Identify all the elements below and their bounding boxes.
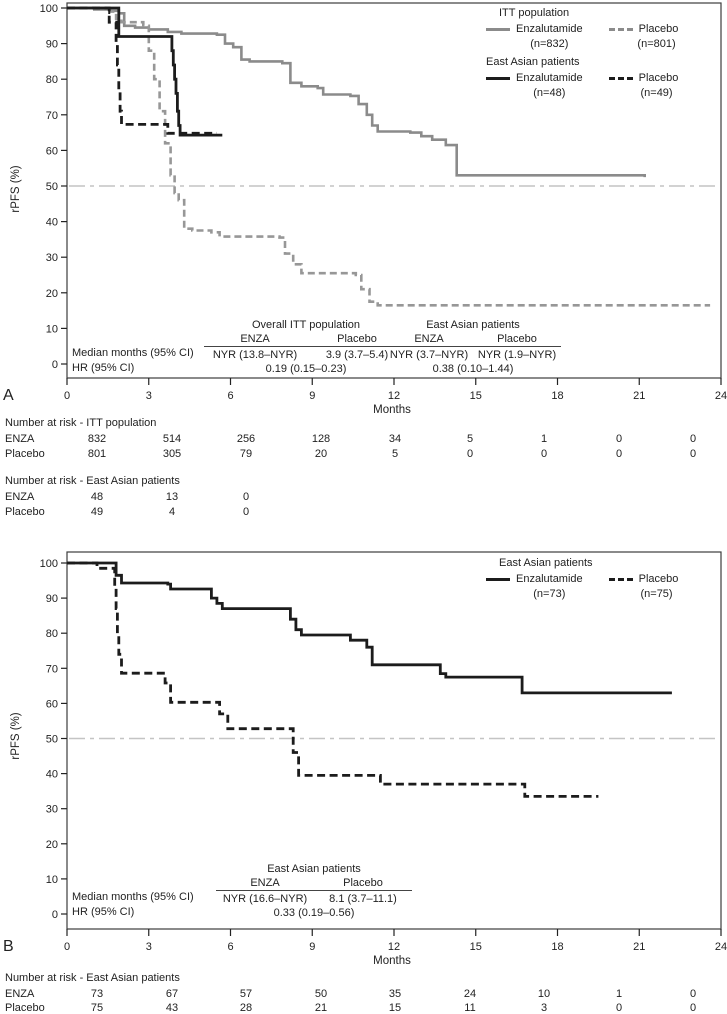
x-tick-label: 15 [469, 941, 482, 953]
risk-count: 5 [466, 433, 474, 445]
x-tick-label: 3 [145, 390, 152, 402]
risk-count: 305 [162, 448, 182, 460]
risk-count: 79 [239, 448, 253, 460]
annotation-title: East Asian patients [267, 863, 361, 875]
annotation-title: Overall ITT population [251, 319, 361, 331]
y-tick-label: 60 [45, 698, 58, 711]
risk-count: 50 [314, 988, 328, 1000]
legend-item [609, 71, 679, 101]
y-tick-label: 60 [45, 145, 58, 158]
x-tick-label: 9 [309, 390, 316, 402]
annotation-east-asian-b [216, 862, 412, 920]
x-tick-label: 15 [469, 390, 482, 402]
x-tick-label: 21 [633, 941, 646, 953]
y-tick-label: 70 [45, 109, 58, 122]
risk-count: 0 [615, 448, 623, 460]
risk-row [0, 491, 727, 505]
y-tick-label: 0 [51, 909, 58, 921]
median-row-label: Median months (95% CI) [72, 891, 194, 903]
dashed-line-swatch-icon [609, 77, 633, 80]
y-tick-label: 80 [45, 74, 58, 87]
annotation-col-header: ENZA [240, 333, 270, 345]
risk-count: 0 [689, 988, 697, 1000]
hr-row-label: HR (95% CI) [72, 906, 135, 918]
risk-row-label: ENZA [5, 433, 35, 445]
risk-count: 0 [540, 448, 548, 460]
legend-item-n: (n=832) [530, 38, 569, 50]
x-tick-label: 0 [63, 390, 71, 402]
risk-count: 57 [239, 988, 253, 1000]
x-tick-label: 18 [551, 390, 564, 402]
legend-item-label: Enzalutamide [516, 23, 583, 35]
legend-item-label: Enzalutamide [516, 573, 583, 585]
legend-item-label: Placebo [638, 573, 679, 585]
risk-count: 10 [537, 988, 551, 1000]
x-tick-label: 6 [227, 390, 234, 402]
annotation-col-header: Placebo [497, 333, 537, 345]
legend-item-label: Placebo [638, 23, 679, 35]
median-value: NYR (1.9–NYR) [477, 349, 557, 361]
y-tick-label: 40 [45, 768, 58, 781]
y-tick-label: 90 [45, 593, 58, 606]
risk-count: 24 [463, 988, 477, 1000]
risk-row-label: ENZA [5, 988, 35, 1000]
annotation-col-header: Placebo [343, 877, 383, 889]
legend-group-title: East Asian patients [486, 56, 580, 68]
annotation-itt [204, 318, 408, 376]
median-value: NYR (13.8–NYR) [212, 349, 298, 361]
y-tick-label: 20 [45, 287, 58, 300]
risk-count: 0 [466, 448, 474, 460]
risk-row-label: Placebo [5, 506, 45, 518]
risk-row-label: Placebo [5, 1002, 45, 1014]
legend-item-n: (n=801) [637, 38, 676, 50]
risk-count: 49 [90, 506, 104, 518]
x-tick-label: 12 [387, 390, 401, 402]
risk-count: 128 [311, 433, 331, 445]
annotation-title: East Asian patients [426, 319, 520, 331]
hr-value: 0.19 (0.15–0.23) [265, 363, 347, 375]
x-tick-label: 12 [387, 941, 401, 953]
x-tick-label: 9 [309, 941, 316, 953]
panel-a-y-axis-label: rPFS (%) [10, 165, 22, 213]
panel-a-letter: A [3, 387, 14, 404]
risk-table-title: Number at risk - East Asian patients [5, 972, 180, 984]
panel-b-legend [440, 556, 727, 602]
risk-row [0, 988, 727, 1002]
risk-count: 1 [540, 433, 548, 445]
risk-count: 832 [87, 433, 107, 445]
risk-count: 0 [242, 491, 250, 503]
panel-b-y-axis-label: rPFS (%) [10, 712, 22, 760]
median-value: 8.1 (3.7–11.1) [329, 893, 397, 905]
x-tick-label: 18 [551, 941, 564, 953]
risk-row [0, 448, 727, 462]
risk-count: 801 [87, 448, 107, 460]
risk-count: 0 [615, 433, 623, 445]
median-value: NYR (16.6–NYR) [222, 893, 308, 905]
risk-row-label: Placebo [5, 448, 45, 460]
y-tick-label: 50 [45, 733, 58, 746]
panel-b-x-axis-label: Months [373, 955, 411, 967]
legend-item-n: (n=73) [533, 588, 566, 600]
y-tick-label: 0 [51, 359, 58, 371]
annotation-col-header: ENZA [250, 877, 280, 889]
legend-item-label: Enzalutamide [516, 72, 583, 84]
hr-value: 0.38 (0.10–1.44) [432, 363, 514, 375]
risk-count: 35 [388, 988, 402, 1000]
y-tick-label: 30 [45, 803, 58, 816]
legend-item-label: Placebo [638, 72, 679, 84]
legend-group-title: East Asian patients [499, 557, 593, 569]
x-tick-label: 6 [227, 941, 234, 953]
risk-row [0, 433, 727, 447]
risk-row [0, 1002, 727, 1014]
solid-line-swatch-icon [486, 28, 510, 31]
hr-row-label: HR (95% CI) [72, 362, 135, 374]
legend-item [486, 572, 583, 602]
x-tick-label: 24 [714, 941, 727, 953]
median-value: 3.9 (3.7–5.4) [325, 349, 389, 361]
risk-table-title: Number at risk - East Asian patients [5, 475, 180, 487]
risk-count: 4 [168, 506, 176, 518]
hr-value: 0.33 (0.19–0.56) [273, 907, 355, 919]
risk-count: 67 [165, 988, 179, 1000]
risk-count: 1 [615, 988, 623, 1000]
legend-item [486, 71, 583, 101]
legend-item-n: (n=49) [640, 87, 673, 99]
risk-count: 34 [388, 433, 402, 445]
legend-item [609, 572, 679, 602]
y-tick-label: 40 [45, 216, 58, 229]
dashed-line-swatch-icon [609, 578, 633, 581]
risk-count: 43 [165, 1002, 179, 1014]
risk-table-title: Number at risk - ITT population [5, 417, 157, 429]
median-value: NYR (3.7–NYR) [389, 349, 469, 361]
solid-line-swatch-icon [486, 77, 510, 80]
y-tick-label: 80 [45, 628, 58, 641]
risk-count: 15 [388, 1002, 402, 1014]
risk-count: 0 [242, 506, 250, 518]
annotation-east-asian [385, 318, 561, 376]
x-tick-label: 24 [714, 390, 727, 402]
legend-item-n: (n=48) [533, 87, 566, 99]
risk-count: 48 [90, 491, 104, 503]
panel-a-legend [440, 6, 727, 101]
risk-count: 20 [314, 448, 328, 460]
y-tick-label: 10 [45, 873, 58, 886]
solid-line-swatch-icon [486, 578, 510, 581]
dashed-line-swatch-icon [609, 28, 633, 31]
y-tick-label: 90 [45, 38, 58, 51]
legend-item-n: (n=75) [640, 588, 673, 600]
panel-a-x-axis-label: Months [373, 404, 411, 416]
risk-count: 21 [314, 1002, 328, 1014]
risk-count: 0 [615, 1002, 623, 1014]
y-tick-label: 70 [45, 663, 58, 676]
risk-count: 28 [239, 1002, 253, 1014]
risk-count: 75 [90, 1002, 104, 1014]
x-tick-label: 21 [633, 390, 646, 402]
risk-row-label: ENZA [5, 491, 35, 503]
legend-group-title: ITT population [499, 7, 570, 19]
y-tick-label: 30 [45, 252, 58, 265]
y-tick-label: 50 [45, 181, 58, 193]
risk-count: 73 [90, 988, 104, 1000]
annotation-col-header: Placebo [337, 333, 377, 345]
y-tick-label: 100 [39, 3, 58, 15]
risk-count: 5 [391, 448, 399, 460]
legend-item [486, 22, 583, 52]
annotation-col-header: ENZA [414, 333, 444, 345]
risk-count: 256 [236, 433, 256, 445]
risk-count: 3 [540, 1002, 548, 1014]
x-tick-label: 3 [145, 941, 152, 953]
risk-count: 0 [689, 433, 697, 445]
risk-row [0, 506, 727, 520]
risk-count: 0 [689, 1002, 697, 1014]
legend-item [609, 22, 679, 52]
x-tick-label: 0 [63, 941, 71, 953]
risk-count: 13 [165, 491, 179, 503]
median-row-label: Median months (95% CI) [72, 347, 194, 359]
y-tick-label: 20 [45, 838, 58, 851]
risk-count: 514 [162, 433, 182, 445]
panel-b-letter: B [3, 938, 14, 955]
risk-count: 11 [464, 1002, 476, 1014]
y-tick-label: 10 [45, 323, 58, 336]
y-tick-label: 100 [39, 558, 58, 570]
risk-count: 0 [689, 448, 697, 460]
